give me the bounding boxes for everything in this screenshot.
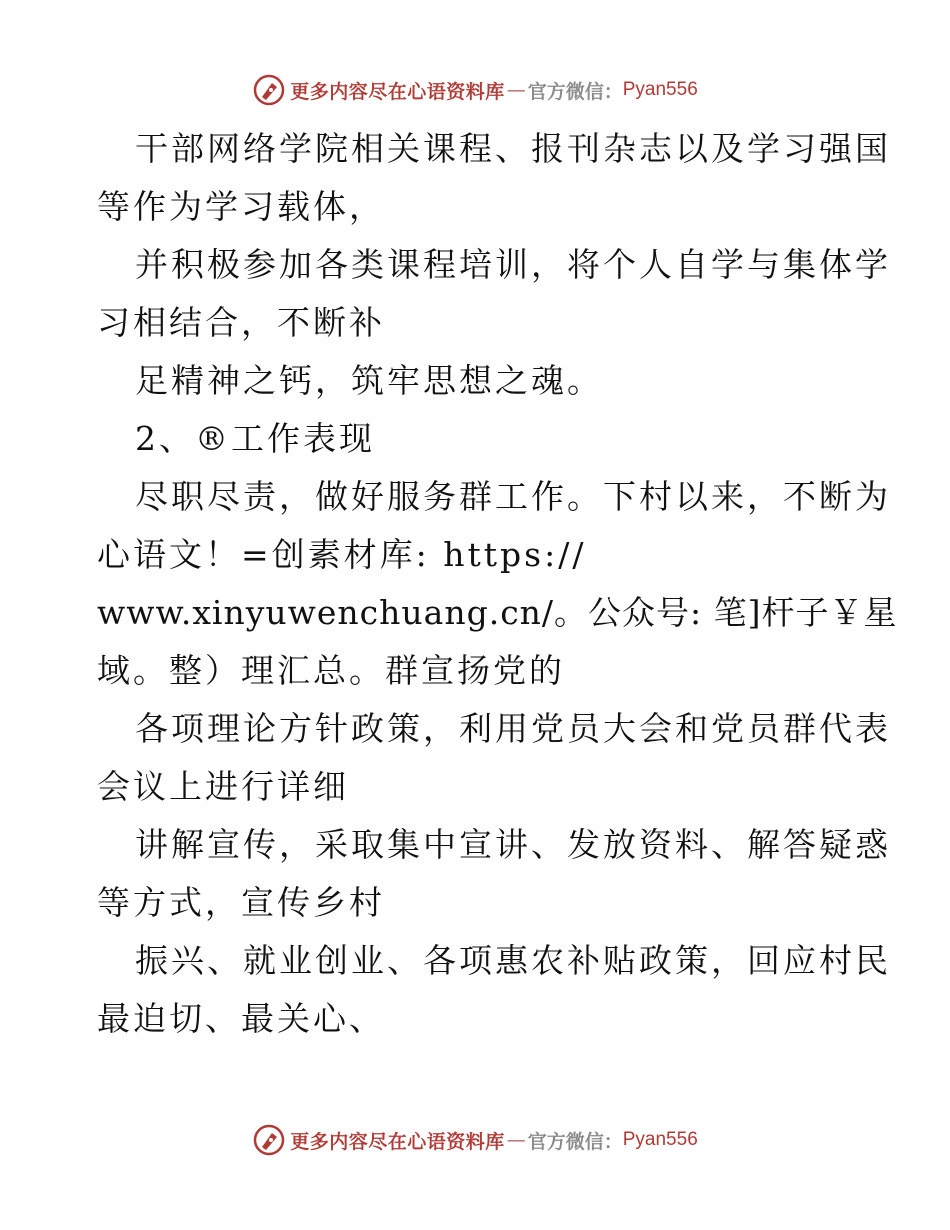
pen-nib-logo-icon (252, 1123, 286, 1157)
watermark-wechat-id: Pyan556 (622, 1129, 698, 1150)
footer-watermark (0, 1120, 950, 1160)
watermark-dash: — (506, 1129, 526, 1151)
body-text (97, 120, 898, 1048)
text-line: 域。整）理汇总。群宣扬党的 (97, 651, 565, 690)
watermark-wechat-id: Pyan556 (622, 79, 698, 100)
text-line: 干部网络学院相关课程、报刊杂志以及学习强国 (135, 129, 891, 168)
text-line: 尽职尽责，做好服务群工作。下村以来，不断为 (135, 477, 891, 516)
watermark-wechat-label: 官方微信： (527, 1130, 623, 1153)
text-line: 心语文！=创素材库: https:// (97, 535, 587, 574)
text-line: 最迫切、最关心、 (97, 999, 385, 1038)
header-watermark (0, 70, 950, 110)
watermark-wechat-label: 官方微信： (527, 80, 623, 103)
text-line: 足精神之钙，筑牢思想之魂。 (135, 361, 603, 400)
watermark-brand: 更多内容尽在心语资料库 (290, 1130, 505, 1153)
watermark-brand: 更多内容尽在心语资料库 (290, 80, 505, 103)
text-line: 会议上进行详细 (97, 767, 349, 806)
text-line: 各项理论方针政策，利用党员大会和党员群代表 (135, 709, 891, 748)
text-line: 并积极参加各类课程培训，将个人自学与集体学 (135, 245, 891, 284)
text-line: 等作为学习载体， (97, 187, 385, 226)
text-line: 习相结合，不断补 (97, 303, 385, 342)
text-line-url: www.xinyuwenchuang.cn/。公众号: 笔]杆子￥星 (97, 593, 898, 632)
pen-nib-logo-icon (252, 73, 286, 107)
text-line: 等方式，宣传乡村 (97, 883, 385, 922)
text-line: 振兴、就业创业、各项惠农补贴政策，回应村民 (135, 941, 891, 980)
section-heading: 2、®工作表现 (135, 419, 375, 458)
watermark-dash: — (506, 79, 526, 101)
text-line: 讲解宣传，采取集中宣讲、发放资料、解答疑惑 (135, 825, 891, 864)
